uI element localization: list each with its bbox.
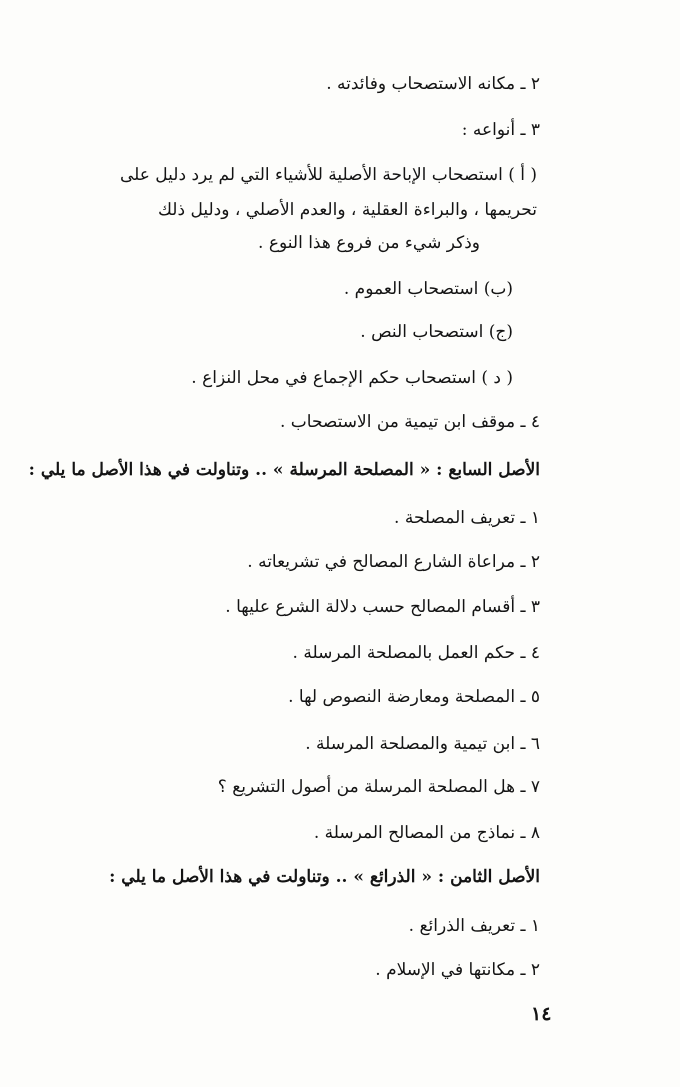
eighth-item-1: ١ ـ تعريف الذرائع . (408, 916, 540, 936)
subitem-c: (ج) استصحاب النص . (360, 322, 513, 342)
item-4-ibn-taymiyya-stance: ٤ ـ موقف ابن تيمية من الاستصحاب . (279, 412, 540, 432)
seventh-item-6: ٦ ـ ابن تيمية والمصلحة المرسلة . (305, 734, 540, 754)
eighth-item-2: ٢ ـ مكانتها في الإسلام . (375, 960, 540, 980)
item-3-types-heading: ٣ ـ أنواعه : (461, 120, 540, 140)
subitem-d: ( د ) استصحاب حكم الإجماع في محل النزاع . (191, 368, 513, 388)
page-number: ١٤ (531, 1003, 552, 1025)
item-2-istishab-status: ٢ ـ مكانه الاستصحاب وفائدته . (326, 74, 540, 94)
subitem-a-line-1: ( أ ) استصحاب الإباحة الأصلية للأشياء التي لم يرد دليل على (119, 165, 537, 185)
subitem-a-line-2: تحريمها ، والبراءة العقلية ، والعدم الأصلي ، ودليل ذلك (157, 200, 537, 220)
section-eighth-principle-heading: الأصل الثامن : « الذرائع » .. وتناولت في هذا الأصل ما يلي : (109, 867, 540, 887)
subitem-b: (ب) استصحاب العموم . (343, 279, 513, 299)
seventh-item-8: ٨ ـ نماذج من المصالح المرسلة . (313, 823, 540, 843)
seventh-item-7: ٧ ـ هل المصلحة المرسلة من أصول التشريع ؟ (217, 777, 540, 797)
section-seventh-principle-heading: الأصل السابع : « المصلحة المرسلة » .. وتناولت في هذا الأصل ما يلي : (28, 460, 540, 480)
seventh-item-4: ٤ ـ حكم العمل بالمصلحة المرسلة . (292, 643, 540, 663)
seventh-item-2: ٢ ـ مراعاة الشارع المصالح في تشريعاته . (247, 552, 540, 572)
seventh-item-1: ١ ـ تعريف المصلحة . (394, 508, 540, 528)
subitem-a-line-3: وذكر شيء من فروع هذا النوع . (258, 233, 480, 253)
seventh-item-5: ٥ ـ المصلحة ومعارضة النصوص لها . (288, 687, 540, 707)
seventh-item-3: ٣ ـ أقسام المصالح حسب دلالة الشرع عليها . (225, 597, 540, 617)
